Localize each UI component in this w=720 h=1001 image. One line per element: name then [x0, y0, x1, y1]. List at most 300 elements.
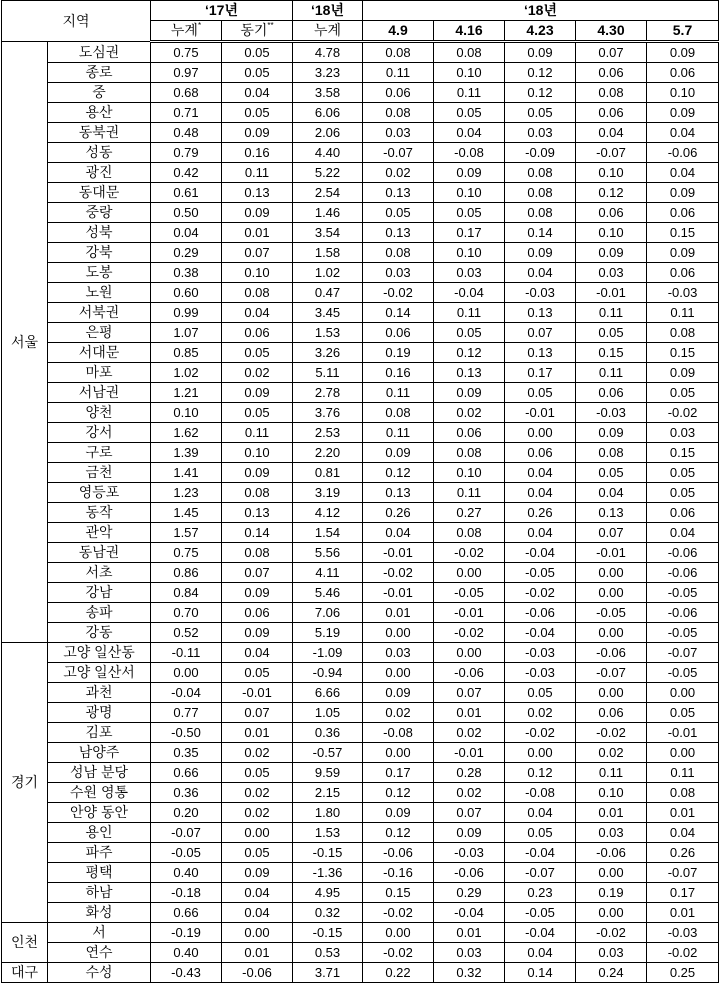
value-cell: -0.15: [293, 923, 363, 943]
value-cell: 0.15: [647, 343, 719, 363]
value-cell: 0.07: [222, 563, 293, 583]
district-name: 강남: [48, 583, 151, 603]
value-cell: 0.04: [647, 823, 719, 843]
value-cell: -0.02: [363, 283, 434, 303]
table-row: [2, 42, 719, 63]
value-cell: 0.05: [222, 843, 293, 863]
value-cell: 0.05: [222, 763, 293, 783]
value-cell: 0.06: [647, 203, 719, 223]
value-cell: 1.53: [293, 323, 363, 343]
value-cell: 0.00: [151, 663, 222, 683]
district-name: 성북: [48, 223, 151, 243]
value-cell: -0.02: [647, 403, 719, 423]
value-cell: 0.11: [222, 423, 293, 443]
table-row: [2, 403, 719, 423]
value-cell: 0.66: [151, 903, 222, 923]
district-name: 영등포: [48, 483, 151, 503]
value-cell: 0.08: [363, 103, 434, 123]
table-row: [2, 363, 719, 383]
value-cell: 4.40: [293, 143, 363, 163]
value-cell: 0.05: [647, 703, 719, 723]
value-cell: 9.59: [293, 763, 363, 783]
district-name: 용산: [48, 103, 151, 123]
value-cell: 0.03: [576, 263, 647, 283]
value-cell: -0.15: [293, 843, 363, 863]
header-region: 지역: [2, 1, 151, 42]
table-row: [2, 723, 719, 743]
value-cell: -0.04: [434, 283, 505, 303]
district-name: 종로: [48, 63, 151, 83]
value-cell: 0.28: [434, 763, 505, 783]
value-cell: 0.04: [222, 303, 293, 323]
value-cell: -0.57: [293, 743, 363, 763]
value-cell: 0.29: [434, 883, 505, 903]
value-cell: 0.09: [434, 823, 505, 843]
district-name: 서남권: [48, 383, 151, 403]
value-cell: 0.14: [505, 963, 576, 983]
value-cell: 0.11: [434, 83, 505, 103]
value-cell: 0.17: [434, 223, 505, 243]
value-cell: 0.05: [647, 463, 719, 483]
table-row: [2, 623, 719, 643]
value-cell: -0.05: [576, 603, 647, 623]
value-cell: -0.02: [363, 903, 434, 923]
value-cell: 0.01: [363, 603, 434, 623]
value-cell: 0.04: [151, 223, 222, 243]
table-row: [2, 523, 719, 543]
value-cell: 0.05: [505, 383, 576, 403]
value-cell: 1.53: [293, 823, 363, 843]
table-row: [2, 123, 719, 143]
value-cell: 0.04: [222, 83, 293, 103]
value-cell: 0.12: [505, 763, 576, 783]
table-row: [2, 543, 719, 563]
value-cell: 1.23: [151, 483, 222, 503]
value-cell: 0.09: [647, 363, 719, 383]
value-cell: 0.04: [434, 123, 505, 143]
table-row: [2, 63, 719, 83]
table-row: [2, 943, 719, 963]
value-cell: -1.36: [293, 863, 363, 883]
value-cell: 0.81: [293, 463, 363, 483]
value-cell: 0.07: [222, 703, 293, 723]
value-cell: 0.97: [151, 63, 222, 83]
value-cell: 0.22: [363, 963, 434, 983]
value-cell: 0.35: [151, 743, 222, 763]
value-cell: 1.80: [293, 803, 363, 823]
value-cell: 0.02: [222, 743, 293, 763]
value-cell: 0.13: [363, 483, 434, 503]
value-cell: 0.12: [505, 63, 576, 83]
price-change-table: [1, 0, 719, 983]
value-cell: 0.32: [293, 903, 363, 923]
value-cell: 0.36: [151, 783, 222, 803]
value-cell: 1.02: [151, 363, 222, 383]
value-cell: 4.78: [293, 42, 363, 63]
table-row: [2, 143, 719, 163]
value-cell: 6.06: [293, 103, 363, 123]
value-cell: 0.06: [647, 263, 719, 283]
value-cell: -0.03: [647, 283, 719, 303]
value-cell: 0.08: [363, 403, 434, 423]
header-year-2017: ‘17년: [151, 1, 293, 21]
value-cell: 0.05: [222, 403, 293, 423]
value-cell: 0.68: [151, 83, 222, 103]
district-name: 도심권: [48, 42, 151, 63]
value-cell: 0.42: [151, 163, 222, 183]
district-name: 동대문: [48, 183, 151, 203]
value-cell: 0.06: [576, 383, 647, 403]
value-cell: -0.06: [647, 543, 719, 563]
value-cell: 0.75: [151, 543, 222, 563]
value-cell: 0.10: [434, 63, 505, 83]
value-cell: 0.02: [363, 703, 434, 723]
value-cell: 0.04: [505, 803, 576, 823]
value-cell: 1.41: [151, 463, 222, 483]
value-cell: 0.02: [363, 163, 434, 183]
value-cell: 0.10: [151, 403, 222, 423]
value-cell: 0.15: [576, 343, 647, 363]
value-cell: 0.00: [222, 823, 293, 843]
value-cell: 0.09: [363, 443, 434, 463]
table-row: [2, 903, 719, 923]
value-cell: 0.06: [363, 83, 434, 103]
value-cell: 1.05: [293, 703, 363, 723]
value-cell: 0.26: [505, 503, 576, 523]
value-cell: 0.12: [363, 463, 434, 483]
value-cell: 3.45: [293, 303, 363, 323]
district-name: 수성: [48, 963, 151, 983]
value-cell: -0.05: [647, 663, 719, 683]
value-cell: 0.60: [151, 283, 222, 303]
value-cell: 0.07: [434, 803, 505, 823]
table-row: [2, 183, 719, 203]
value-cell: 0.05: [576, 323, 647, 343]
value-cell: 0.13: [222, 503, 293, 523]
region-label: 경기: [2, 643, 48, 923]
value-cell: 0.13: [576, 503, 647, 523]
value-cell: -0.01: [576, 543, 647, 563]
value-cell: 0.03: [576, 823, 647, 843]
value-cell: -0.06: [434, 663, 505, 683]
value-cell: -0.43: [151, 963, 222, 983]
value-cell: -0.04: [505, 623, 576, 643]
value-cell: 0.04: [222, 903, 293, 923]
value-cell: 7.06: [293, 603, 363, 623]
district-name: 도봉: [48, 263, 151, 283]
value-cell: 0.08: [434, 443, 505, 463]
value-cell: 3.71: [293, 963, 363, 983]
value-cell: 0.99: [151, 303, 222, 323]
value-cell: 0.09: [222, 123, 293, 143]
value-cell: 0.09: [505, 42, 576, 63]
value-cell: 0.11: [576, 303, 647, 323]
district-name: 양천: [48, 403, 151, 423]
value-cell: 0.07: [576, 42, 647, 63]
value-cell: 0.05: [505, 683, 576, 703]
value-cell: 0.00: [576, 903, 647, 923]
value-cell: 0.04: [576, 123, 647, 143]
value-cell: 0.11: [576, 363, 647, 383]
header-same-period-2017: [222, 21, 293, 42]
value-cell: 0.08: [505, 203, 576, 223]
value-cell: 0.02: [434, 723, 505, 743]
value-cell: 0.00: [505, 743, 576, 763]
value-cell: 5.22: [293, 163, 363, 183]
value-cell: 0.02: [434, 783, 505, 803]
value-cell: 0.06: [505, 443, 576, 463]
value-cell: 0.00: [434, 563, 505, 583]
district-name: 성동: [48, 143, 151, 163]
value-cell: 0.09: [222, 203, 293, 223]
value-cell: 0.03: [363, 263, 434, 283]
table-row: [2, 383, 719, 403]
district-name: 동작: [48, 503, 151, 523]
district-name: 김포: [48, 723, 151, 743]
header-week-4: 4.30: [576, 21, 647, 42]
table-row: [2, 463, 719, 483]
value-cell: -0.02: [576, 923, 647, 943]
table-row: [2, 663, 719, 683]
value-cell: 0.02: [434, 403, 505, 423]
value-cell: 0.08: [363, 42, 434, 63]
value-cell: 0.66: [151, 763, 222, 783]
value-cell: 0.24: [576, 963, 647, 983]
table-row: [2, 883, 719, 903]
district-name: 서북권: [48, 303, 151, 323]
value-cell: 0.10: [576, 783, 647, 803]
value-cell: 0.10: [434, 463, 505, 483]
value-cell: -0.01: [363, 583, 434, 603]
value-cell: -0.18: [151, 883, 222, 903]
district-name: 노원: [48, 283, 151, 303]
value-cell: 0.04: [363, 523, 434, 543]
value-cell: 2.15: [293, 783, 363, 803]
value-cell: 0.03: [363, 123, 434, 143]
value-cell: 0.70: [151, 603, 222, 623]
value-cell: 0.13: [505, 343, 576, 363]
value-cell: 0.10: [222, 443, 293, 463]
value-cell: 0.08: [505, 163, 576, 183]
table-row: [2, 503, 719, 523]
district-name: 강북: [48, 243, 151, 263]
value-cell: 0.15: [647, 443, 719, 463]
value-cell: -0.07: [505, 863, 576, 883]
value-cell: 0.00: [647, 743, 719, 763]
header-week-2: 4.16: [434, 21, 505, 42]
table-row: [2, 303, 719, 323]
table-row: [2, 263, 719, 283]
header-week-1: 4.9: [363, 21, 434, 42]
value-cell: 0.05: [222, 343, 293, 363]
value-cell: 0.05: [222, 63, 293, 83]
value-cell: 0.02: [222, 783, 293, 803]
value-cell: -0.02: [505, 583, 576, 603]
district-name: 용인: [48, 823, 151, 843]
value-cell: -0.02: [363, 563, 434, 583]
value-cell: -0.04: [151, 683, 222, 703]
table-row: [2, 783, 719, 803]
value-cell: 0.26: [363, 503, 434, 523]
value-cell: -0.02: [505, 723, 576, 743]
value-cell: 0.15: [647, 223, 719, 243]
value-cell: 0.38: [151, 263, 222, 283]
value-cell: 0.01: [576, 803, 647, 823]
value-cell: 0.00: [222, 923, 293, 943]
value-cell: 0.17: [647, 883, 719, 903]
value-cell: 0.00: [576, 683, 647, 703]
value-cell: 5.46: [293, 583, 363, 603]
value-cell: 0.01: [222, 943, 293, 963]
value-cell: 0.06: [576, 203, 647, 223]
value-cell: 0.02: [222, 803, 293, 823]
value-cell: 0.04: [505, 943, 576, 963]
district-name: 강동: [48, 623, 151, 643]
value-cell: 0.52: [151, 623, 222, 643]
value-cell: 0.14: [222, 523, 293, 543]
table-row: [2, 923, 719, 943]
value-cell: -0.07: [647, 863, 719, 883]
value-cell: 0.48: [151, 123, 222, 143]
value-cell: -0.11: [151, 643, 222, 663]
value-cell: -0.04: [505, 843, 576, 863]
value-cell: 0.09: [222, 463, 293, 483]
value-cell: 0.75: [151, 42, 222, 63]
value-cell: -0.02: [647, 943, 719, 963]
value-cell: 0.00: [505, 423, 576, 443]
value-cell: 0.15: [363, 883, 434, 903]
value-cell: 0.00: [576, 563, 647, 583]
value-cell: -0.08: [363, 723, 434, 743]
value-cell: -0.05: [434, 583, 505, 603]
value-cell: 0.08: [222, 283, 293, 303]
value-cell: -0.01: [647, 723, 719, 743]
value-cell: -0.05: [647, 583, 719, 603]
value-cell: 0.12: [576, 183, 647, 203]
value-cell: 0.04: [222, 883, 293, 903]
region-label: 대구: [2, 963, 48, 983]
value-cell: 0.09: [576, 423, 647, 443]
value-cell: 0.11: [647, 303, 719, 323]
value-cell: 0.01: [647, 803, 719, 823]
district-name: 관악: [48, 523, 151, 543]
value-cell: -0.94: [293, 663, 363, 683]
district-name: 파주: [48, 843, 151, 863]
table-row: [2, 163, 719, 183]
district-name: 고양 일산동: [48, 643, 151, 663]
district-name: 고양 일산서: [48, 663, 151, 683]
value-cell: -0.08: [434, 143, 505, 163]
district-name: 남양주: [48, 743, 151, 763]
value-cell: 0.09: [222, 383, 293, 403]
value-cell: 1.58: [293, 243, 363, 263]
table-row: [2, 283, 719, 303]
value-cell: 0.86: [151, 563, 222, 583]
value-cell: 4.11: [293, 563, 363, 583]
table-row: [2, 443, 719, 463]
value-cell: 0.05: [434, 203, 505, 223]
value-cell: 0.09: [576, 243, 647, 263]
value-cell: 0.08: [647, 323, 719, 343]
value-cell: 0.05: [222, 663, 293, 683]
value-cell: 2.20: [293, 443, 363, 463]
value-cell: 0.00: [647, 683, 719, 703]
table-row: [2, 703, 719, 723]
value-cell: -0.09: [505, 143, 576, 163]
value-cell: -0.07: [151, 823, 222, 843]
value-cell: 0.26: [647, 843, 719, 863]
table-body: [2, 42, 719, 983]
value-cell: 0.11: [647, 763, 719, 783]
value-cell: 1.46: [293, 203, 363, 223]
value-cell: 0.09: [647, 103, 719, 123]
value-cell: -0.07: [647, 643, 719, 663]
value-cell: -0.08: [505, 783, 576, 803]
value-cell: 0.07: [222, 243, 293, 263]
value-cell: 0.09: [647, 42, 719, 63]
value-cell: 0.12: [363, 783, 434, 803]
value-cell: 0.01: [222, 723, 293, 743]
value-cell: 0.05: [222, 103, 293, 123]
district-name: 평택: [48, 863, 151, 883]
value-cell: 0.00: [576, 583, 647, 603]
value-cell: 0.77: [151, 703, 222, 723]
value-cell: 0.19: [576, 883, 647, 903]
district-name: 중: [48, 83, 151, 103]
value-cell: 0.16: [363, 363, 434, 383]
value-cell: 0.09: [434, 383, 505, 403]
value-cell: 0.04: [647, 123, 719, 143]
table-row: [2, 343, 719, 363]
value-cell: -0.01: [222, 683, 293, 703]
same-period-footnote-mark: **: [267, 21, 274, 30]
value-cell: 0.08: [505, 183, 576, 203]
value-cell: 1.54: [293, 523, 363, 543]
value-cell: -0.06: [363, 843, 434, 863]
value-cell: 0.04: [647, 163, 719, 183]
value-cell: 0.40: [151, 863, 222, 883]
table-row: [2, 643, 719, 663]
table-row: [2, 203, 719, 223]
region-label: 서울: [2, 42, 48, 643]
table-row: [2, 963, 719, 983]
value-cell: 0.13: [434, 363, 505, 383]
value-cell: 0.11: [363, 383, 434, 403]
value-cell: 0.03: [434, 263, 505, 283]
value-cell: 0.06: [576, 103, 647, 123]
value-cell: 0.19: [363, 343, 434, 363]
value-cell: 0.71: [151, 103, 222, 123]
value-cell: 0.50: [151, 203, 222, 223]
value-cell: 5.56: [293, 543, 363, 563]
value-cell: -0.05: [505, 903, 576, 923]
header-cumulative-2018: 누계: [293, 21, 363, 42]
table-row: [2, 583, 719, 603]
value-cell: -0.05: [647, 623, 719, 643]
value-cell: 0.02: [505, 703, 576, 723]
same-period-label: 동기: [240, 22, 268, 38]
value-cell: -0.06: [434, 863, 505, 883]
value-cell: 0.06: [576, 63, 647, 83]
value-cell: 0.09: [647, 183, 719, 203]
value-cell: 0.09: [222, 583, 293, 603]
value-cell: 0.06: [576, 703, 647, 723]
district-name: 마포: [48, 363, 151, 383]
value-cell: 0.04: [222, 643, 293, 663]
value-cell: 1.45: [151, 503, 222, 523]
value-cell: 0.29: [151, 243, 222, 263]
value-cell: 0.06: [647, 503, 719, 523]
